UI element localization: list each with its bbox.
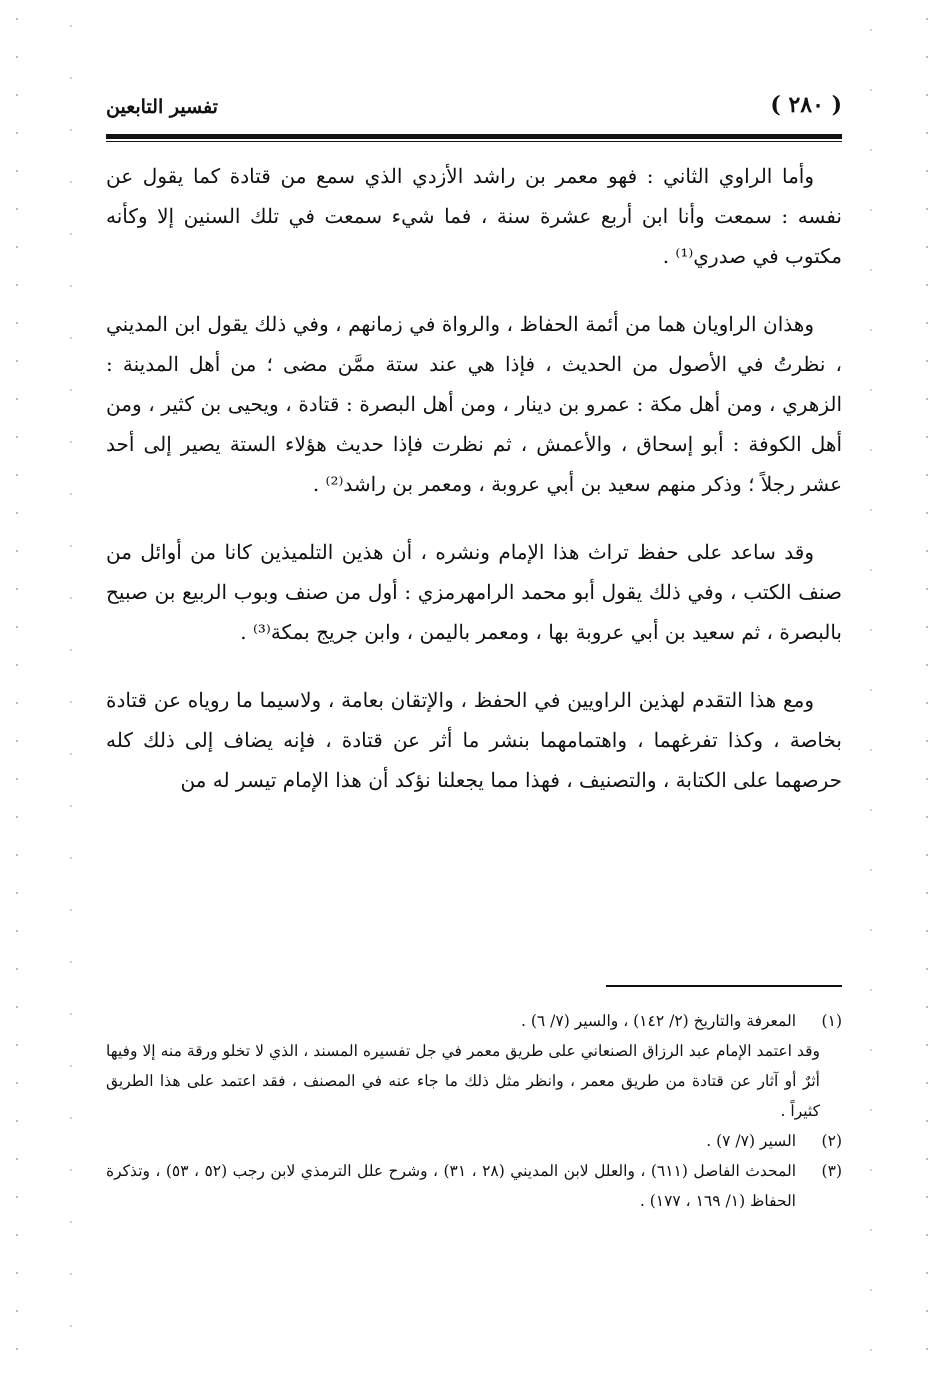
scan-artifact-left bbox=[16, 0, 18, 1375]
footnote-number: (٢) bbox=[821, 1132, 842, 1150]
footnote-text: السير (٧/ ٧) . bbox=[706, 1132, 796, 1150]
page-header bbox=[106, 92, 842, 132]
footnote-2 bbox=[106, 1126, 842, 1156]
footnotes bbox=[106, 1006, 842, 1216]
paragraph: ومع هذا التقدم لهذين الراويين في الحفظ ، والإتقان بعامة ، ولاسيما ما روياه عن قتادة بخاصة ، وكذا تفرغهما ، واهتمامهما بنشر ما أثر عن قتادة ، فإنه يضاف إلى ذلك كله حرصهما على الكتابة ، والتصنيف ، فهذا مما يجعلنا نؤكد أن هذا الإمام تيسر له من bbox=[106, 688, 842, 792]
paragraph: وهذان الراويان هما من أئمة الحفاظ ، والرواة في زمانهم ، وفي ذلك يقول ابن المديني ، نظرتُ في الأصول من الحديث ، فإذا هي عند ستة ممَّن مضى ؛ من أهل المدينة : الزهري ، ومن أهل مكة : عمرو بن دينار ، ومن أهل البصرة : قتادة ، ويحيى بن كثير ، ومن أهل الكوفة : أبو إسحاق ، والأعمش ، ثم نظرت فإذا حديث هؤلاء الستة يصير إلى أحد عشر رجلاً ؛ وذكر منهم سعيد بن أبي عروبة ، ومعمر بن راشد⁽²⁾ . bbox=[106, 312, 842, 496]
paragraph: وأما الراوي الثاني : فهو معمر بن راشد الأزدي الذي سمع من قتادة كما يقول عن نفسه : سمعت وأنا ابن أربع عشرة سنة ، فما شيء سمعت في تلك السنين إلا وكأنه مكتوب في صدري⁽¹⁾ . bbox=[106, 164, 842, 268]
main-text bbox=[106, 156, 842, 800]
footnote-text: المحدث الفاصل (٦١١) ، والعلل لابن المديني (٢٨ ، ٣١) ، وشرح علل الترمذي لابن رجب (٥٢ ، ٥٣) ، وتذكرة الحفاظ (١/ ١٦٩ ، ١٧٧) . bbox=[106, 1162, 796, 1210]
footnote-3 bbox=[106, 1156, 842, 1216]
scan-artifact-right bbox=[926, 0, 928, 1375]
footnote-number: (١) bbox=[821, 1012, 842, 1030]
header-rule bbox=[106, 134, 842, 139]
footnote-separator bbox=[606, 985, 842, 987]
footnote-number: (٣) bbox=[821, 1162, 842, 1180]
footnote-1 bbox=[106, 1006, 842, 1036]
footnote-text: المعرفة والتاريخ (٢/ ١٤٢) ، والسير (٧/ ٦) . bbox=[521, 1012, 796, 1030]
scan-artifact-left-inner bbox=[70, 0, 72, 1375]
scan-artifact-right-inner bbox=[870, 0, 872, 1375]
page-number: ( ٢٨٠ ) bbox=[770, 92, 842, 118]
header-rule-thin bbox=[106, 141, 842, 142]
paragraph: وقد ساعد على حفظ تراث هذا الإمام ونشره ، أن هذين التلميذين كانا من أوائل من صنف الكتب ، وفي ذلك يقول أبو محمد الرامهرمزي : أول من صنف وبوب الربيع بن صبيح بالبصرة ، ثم سعيد بن أبي عروبة بها ، ومعمر باليمن ، وابن جريج بمكة⁽³⁾ . bbox=[106, 540, 842, 644]
running-title: تفسير التابعين bbox=[106, 96, 218, 118]
footnote-1-continuation: وقد اعتمد الإمام عبد الرزاق الصنعاني على طريق معمر في جل تفسيره المسند ، الذي لا تخلو ورقة منه إلا وفيها أثرٌ أو آثار عن قتادة من طريق معمر ، وانظر مثل ذلك ما جاء عنه في المصنف ، فقد اعتمد على هذا الطريق كثيراً . bbox=[106, 1042, 820, 1120]
